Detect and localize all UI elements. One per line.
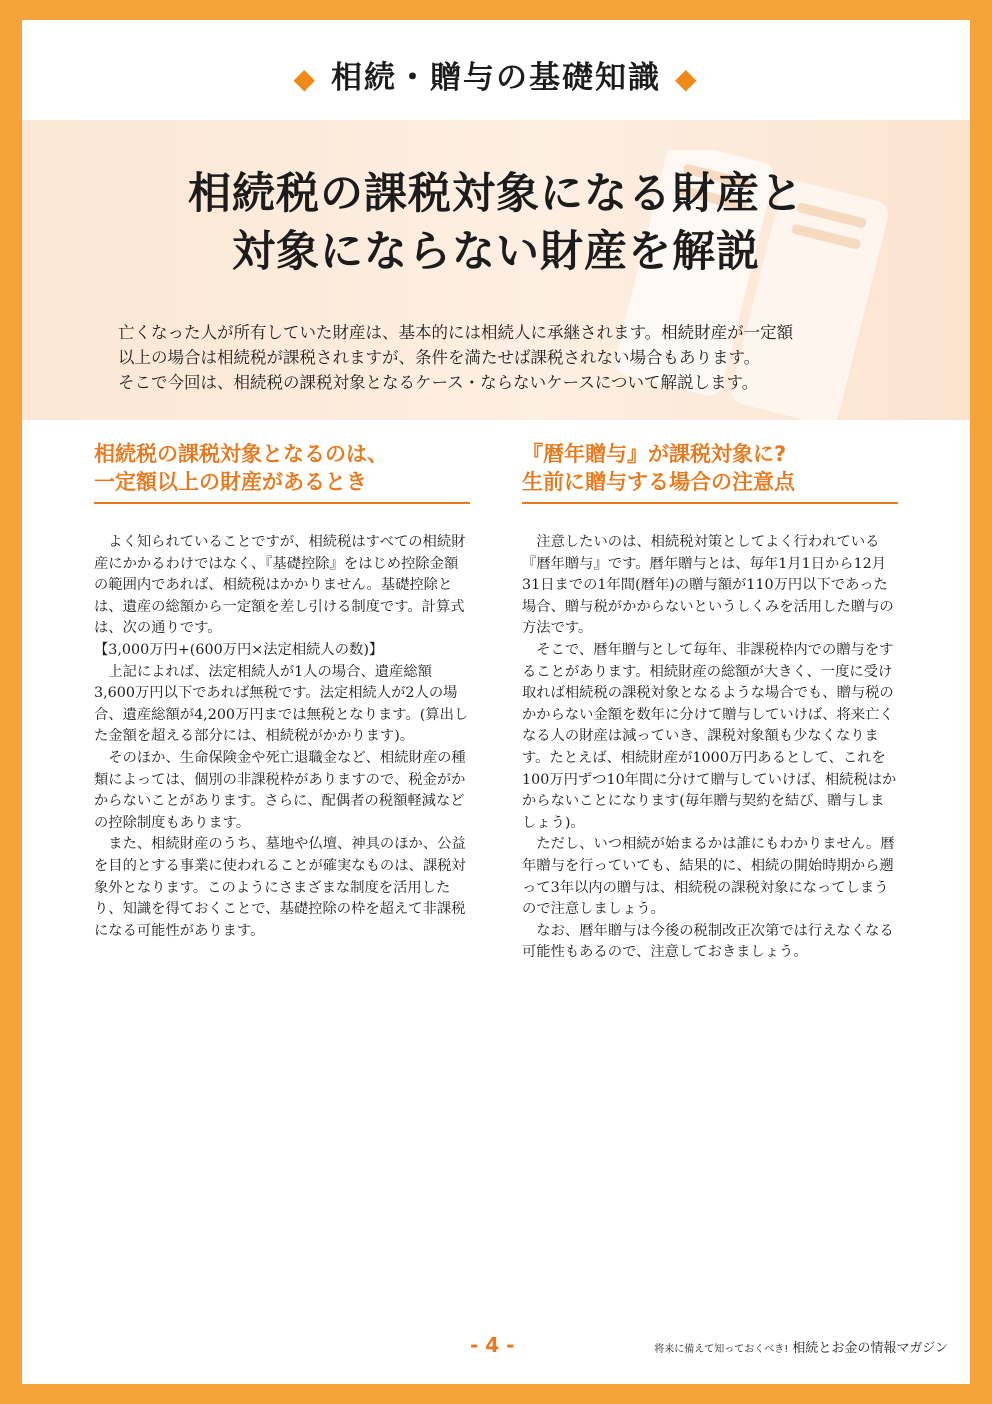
lead-line: 以上の場合は相続税が課税されますが、条件を満たせば課税されない場合もあります。 bbox=[118, 348, 761, 367]
title-line: 相続税の課税対象になる財産と bbox=[188, 169, 804, 219]
heading-line: 『暦年贈与』が課税対象に? bbox=[522, 442, 787, 466]
magazine-tagline bbox=[654, 1337, 948, 1356]
formula: 【3,000万円+(600万円×法定相続人の数)】 bbox=[94, 641, 384, 658]
diamond-icon: ◆ bbox=[675, 62, 699, 95]
page-number: - 4 - bbox=[470, 1333, 515, 1357]
lead-line: 亡くなった人が所有していた財産は、基本的には相続人に承継されます。相続財産が一定額 bbox=[118, 323, 794, 342]
title-line: 対象にならない財産を解説 bbox=[232, 227, 760, 277]
body-paragraph: 注意したいのは、相続税対策としてよく行われている『暦年贈与』です。暦年贈与とは、毎年1月1日から12月31日までの1年間(暦年)の贈与額が110万円以下であった場合、贈与税がかからないというしくみを活用した贈与の方法です。 bbox=[522, 534, 894, 637]
section-header bbox=[22, 48, 970, 108]
body-paragraph: そのほか、生命保険金や死亡退職金など、相続財産の種類によっては、個別の非課税枠がありますので、税金がかからないことがあります。さらに、配偶者の税額軽減などの控除制度もあります。 bbox=[94, 749, 466, 831]
left-body bbox=[94, 532, 470, 942]
lead-paragraph bbox=[118, 320, 918, 395]
diamond-icon: ◆ bbox=[293, 62, 317, 95]
body-paragraph: 上記によれば、法定相続人が1人の場合、遺産総額3,600万円以下であれば無税です。法定相続人が2人の場合、遺産総額が4,200万円までは無税となります。(算出した金額を超える部分には、相続税がかかります)。 bbox=[94, 663, 469, 745]
body-paragraph: また、相続財産のうち、墓地や仏壇、神具のほか、公益を目的とする事業に使われることが確実なものは、課税対象外となります。このようにさまざまな制度を活用したり、知識を得ておくことで、基礎控除の枠を超えて非課税になる可能性があります。 bbox=[94, 836, 466, 939]
right-heading bbox=[522, 440, 898, 504]
lead-line: そこで今回は、相続税の課税対象となるケース・ならないケースについて解説します。 bbox=[118, 373, 759, 392]
page bbox=[22, 20, 970, 1384]
heading-line: 相続税の課税対象となるのは、 bbox=[94, 442, 388, 466]
right-body bbox=[522, 532, 898, 964]
magazine-name: 相続とお金の情報マガジン bbox=[792, 1341, 948, 1356]
article-title bbox=[22, 165, 970, 281]
tagline-small: 将来に備えて知っておくべき! bbox=[654, 1344, 789, 1355]
body-paragraph: ただし、いつ相続が始まるかは誰にもわかりません。暦年贈与を行っていても、結果的に、相続の開始時期から遡って3年以内の贈与は、相続税の課税対象になってしまうので注意しましょう。 bbox=[522, 836, 895, 918]
right-column bbox=[522, 440, 898, 964]
heading-line: 生前に贈与する場合の注意点 bbox=[522, 470, 795, 494]
section-title: 相続・贈与の基礎知識 bbox=[331, 60, 661, 96]
body-paragraph: そこで、暦年贈与として毎年、非課税枠内での贈与をすることがあります。相続財産の総額が大きく、一度に受け取れば相続税の課税対象となるような場合でも、贈与税のかからない金額を数年に分けて贈与していけば、将来亡くなる人の財産は減っていき、課税対象額も少なくなります。たとえば、相続財産が1000万円あるとして、これを100万円ずつ10年間に分けて贈与していけば、相続税はかからないことになります(毎年贈与契約を結び、贈与しましょう)。 bbox=[522, 641, 897, 831]
body-paragraph: よく知られていることですが、相続税はすべての相続財産にかかるわけではなく、『基礎控除』をはじめ控除金額の範囲内であれば、相続税はかかりません。基礎控除とは、遺産の総額から一定額を差し引ける制度です。計算式は、次の通りです。 bbox=[94, 534, 466, 637]
heading-line: 一定額以上の財産があるとき bbox=[94, 470, 367, 494]
left-column bbox=[94, 440, 470, 942]
body-paragraph: なお、暦年贈与は今後の税制改正次第では行えなくなる可能性もあるので、注意しておきましょう。 bbox=[522, 922, 894, 961]
left-heading bbox=[94, 440, 470, 504]
